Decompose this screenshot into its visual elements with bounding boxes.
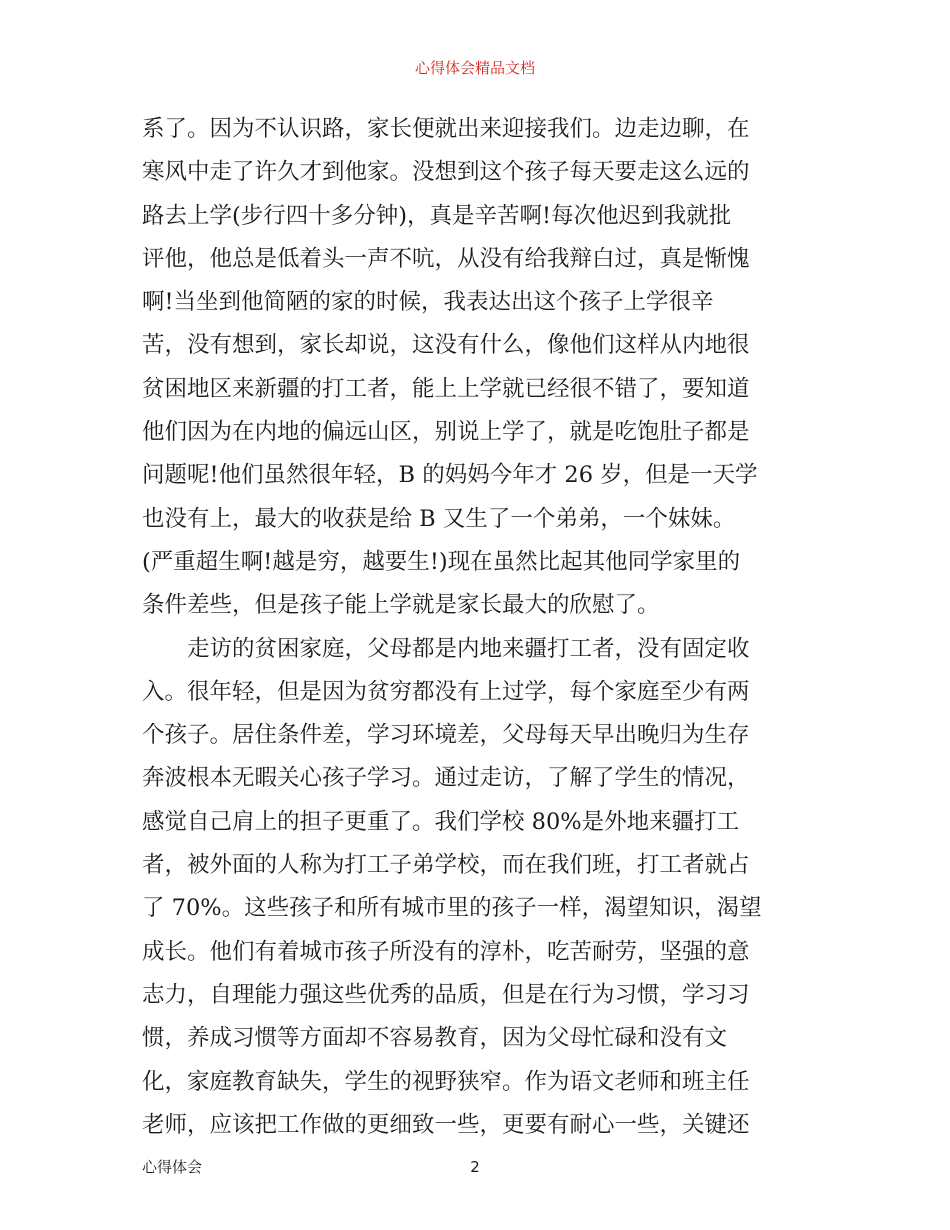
text-line: 了 70%。这些孩子和所有城市里的孩子一样，渴望知识，渴望 [142, 895, 762, 922]
text-line: 问题呢!他们虽然很年轻，B 的妈妈今年才 26 岁，但是一天学 [142, 462, 758, 489]
text-line: 奔波根本无暇关心孩子学习。通过走访，了解了学生的情况， [142, 765, 750, 792]
page-footer-label: 心得体会 [142, 1158, 203, 1176]
text-line: 成长。他们有着城市孩子所没有的淳朴，吃苦耐劳，坚强的意 [142, 938, 750, 965]
text-line: 啊!当坐到他简陋的家的时候，我表达出这个孩子上学很辛 [142, 289, 714, 316]
page-header-title: 心得体会精品文档 [414, 59, 535, 77]
text-line: 贫困地区来新疆的打工者，能上上学就已经很不错了，要知道 [142, 375, 750, 402]
text-line: 惯，养成习惯等方面却不容易教育，因为父母忙碌和没有文 [142, 1025, 728, 1052]
text-line: 感觉自己肩上的担子更重了。我们学校 80%是外地来疆打工 [142, 808, 740, 835]
text-line: 评他，他总是低着头一声不吭，从没有给我辩白过，真是惭愧 [142, 245, 750, 272]
text-line: 者，被外面的人称为打工子弟学校，而在我们班，打工者就占 [142, 852, 750, 879]
text-line: 也没有上，最大的收获是给 B 又生了一个弟弟，一个妹妹。 [142, 505, 736, 532]
text-line: 路去上学(步行四十多分钟)，真是辛苦啊!每次他迟到我就批 [142, 202, 732, 229]
text-line: 老师，应该把工作做的更细致一些，更要有耐心一些，关键还 [142, 1111, 750, 1138]
text-line: 走访的贫困家庭，父母都是内地来疆打工者，没有固定收 [142, 635, 750, 662]
text-line: 寒风中走了许久才到他家。没想到这个孩子每天要走这么远的 [142, 159, 750, 186]
text-line: 系了。因为不认识路，家长便就出来迎接我们。边走边聊，在 [142, 116, 750, 142]
text-line: 入。很年轻，但是因为贫穷都没有上过学，每个家庭至少有两 [142, 678, 750, 705]
page-number: 2 [470, 1158, 480, 1176]
text-line: 他们因为在内地的偏远山区，别说上学了，就是吃饱肚子都是 [142, 419, 750, 446]
text-line: 条件差些，但是孩子能上学就是家长最大的欣慰了。 [142, 592, 660, 619]
body-text [142, 108, 812, 1147]
text-line: 苦，没有想到，家长却说，这没有什么，像他们这样从内地很 [142, 332, 750, 359]
text-line: (严重超生啊!越是穷，越要生!)现在虽然比起其他同学家里的 [142, 548, 741, 575]
text-line: 化，家庭教育缺失，学生的视野狭窄。作为语文老师和班主任 [142, 1068, 750, 1095]
text-line: 个孩子。居住条件差，学习环境差，父母每天早出晚归为生存 [142, 722, 750, 749]
text-line: 志力，自理能力强这些优秀的品质，但是在行为习惯，学习习 [142, 981, 750, 1008]
